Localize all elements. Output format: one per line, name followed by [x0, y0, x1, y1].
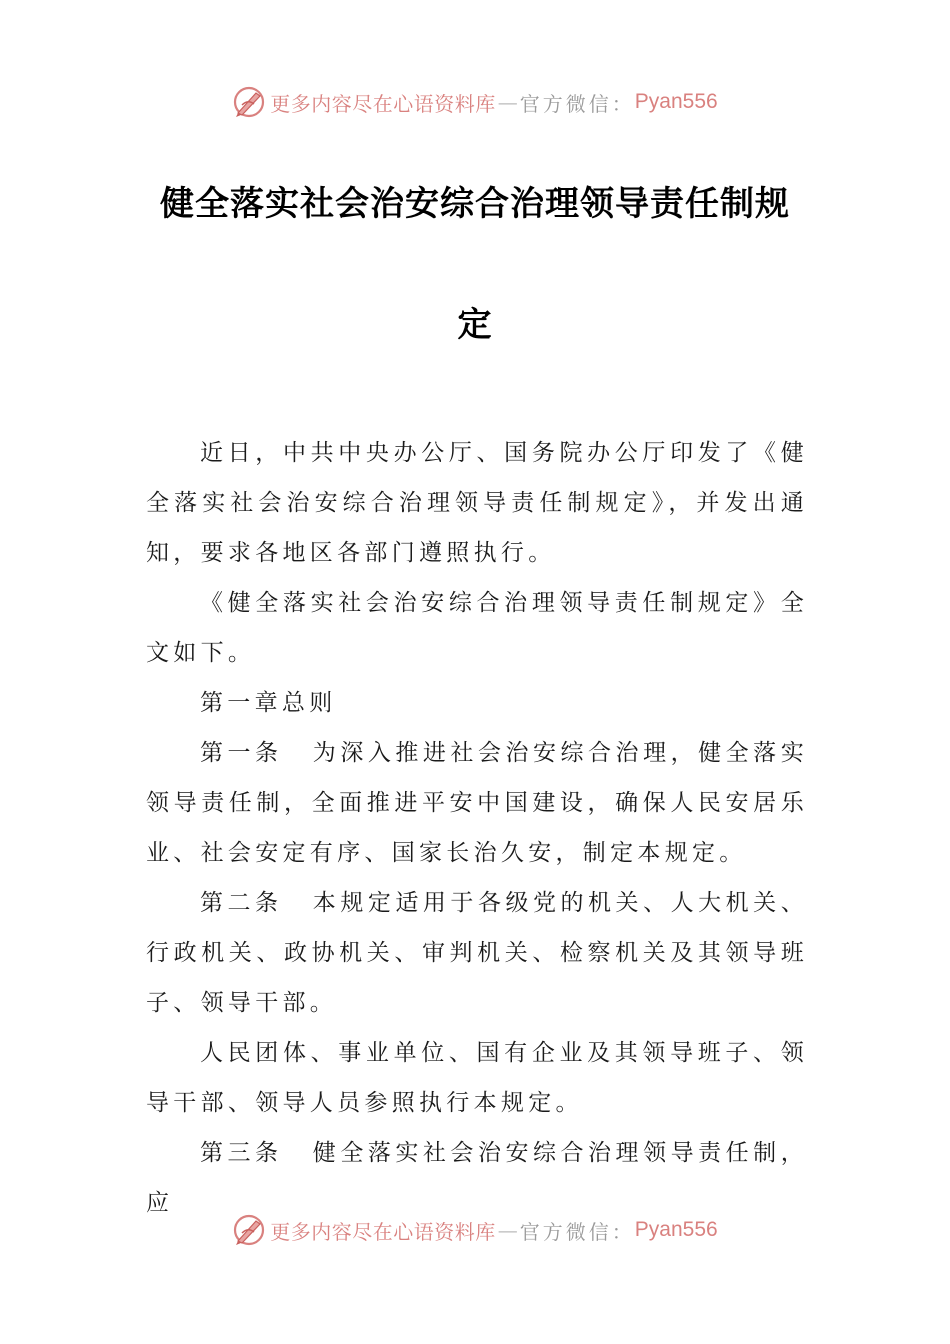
- banner-wechat-label: 官方微信：: [519, 91, 635, 116]
- paragraph-text: 人民团体、事业单位、国有企业及其领导班子、领导干部、领导人员参照执行本规定。: [146, 1040, 808, 1116]
- article-label: 第一条: [200, 740, 283, 766]
- banner-text: 更多内容尽在心语资料库: [270, 1219, 496, 1244]
- header-banner: [0, 82, 950, 122]
- banner-wechat-id: Pyan556: [634, 1218, 718, 1241]
- paragraph-text: 《健全落实社会治安综合治理领导责任制规定》全文如下。: [146, 590, 808, 666]
- paragraph: [146, 1028, 808, 1128]
- footer-banner: [0, 1210, 950, 1250]
- document-title-line2: 定: [457, 305, 493, 345]
- paragraph-text: 近日，中共中央办公厅、国务院办公厅印发了《健全落实社会治安综合治理领导责任制规定》，并发出通知，要求各地区各部门遵照执行。: [146, 440, 808, 566]
- article-label: 第三条: [200, 1140, 283, 1166]
- banner-dash: —: [497, 90, 518, 114]
- banner-wechat-label: 官方微信：: [519, 1219, 635, 1244]
- paragraph-text: 为深入推进社会治安综合治理，健全落实领导责任制，全面推进平安中国建设，确保人民安居乐业、社会安定有序、国家长治久安，制定本规定。: [146, 740, 808, 866]
- paragraph: [146, 428, 808, 578]
- article-paragraph: [146, 878, 808, 1028]
- paragraph-text: 健全落实社会治安综合治理领导责任制，应: [146, 1140, 808, 1216]
- paragraph-text: 第一章总则: [200, 690, 337, 716]
- paragraph: [146, 578, 808, 678]
- article-paragraph: [146, 728, 808, 878]
- banner-text: 更多内容尽在心语资料库: [270, 91, 496, 116]
- paragraph-text: 本规定适用于各级党的机关、人大机关、行政机关、政协机关、审判机关、检察机关及其领导班子、领导干部。: [146, 890, 808, 1016]
- banner-wechat-id: Pyan556: [634, 90, 718, 113]
- banner-dash: —: [497, 1218, 518, 1242]
- pen-logo-icon: [232, 85, 266, 119]
- document-body: [146, 428, 808, 1228]
- chapter-heading: [146, 678, 808, 728]
- pen-logo-icon: [232, 1213, 266, 1247]
- article-label: 第二条: [200, 890, 283, 916]
- document-title-line1: 健全落实社会治安综合治理领导责任制规: [160, 184, 790, 224]
